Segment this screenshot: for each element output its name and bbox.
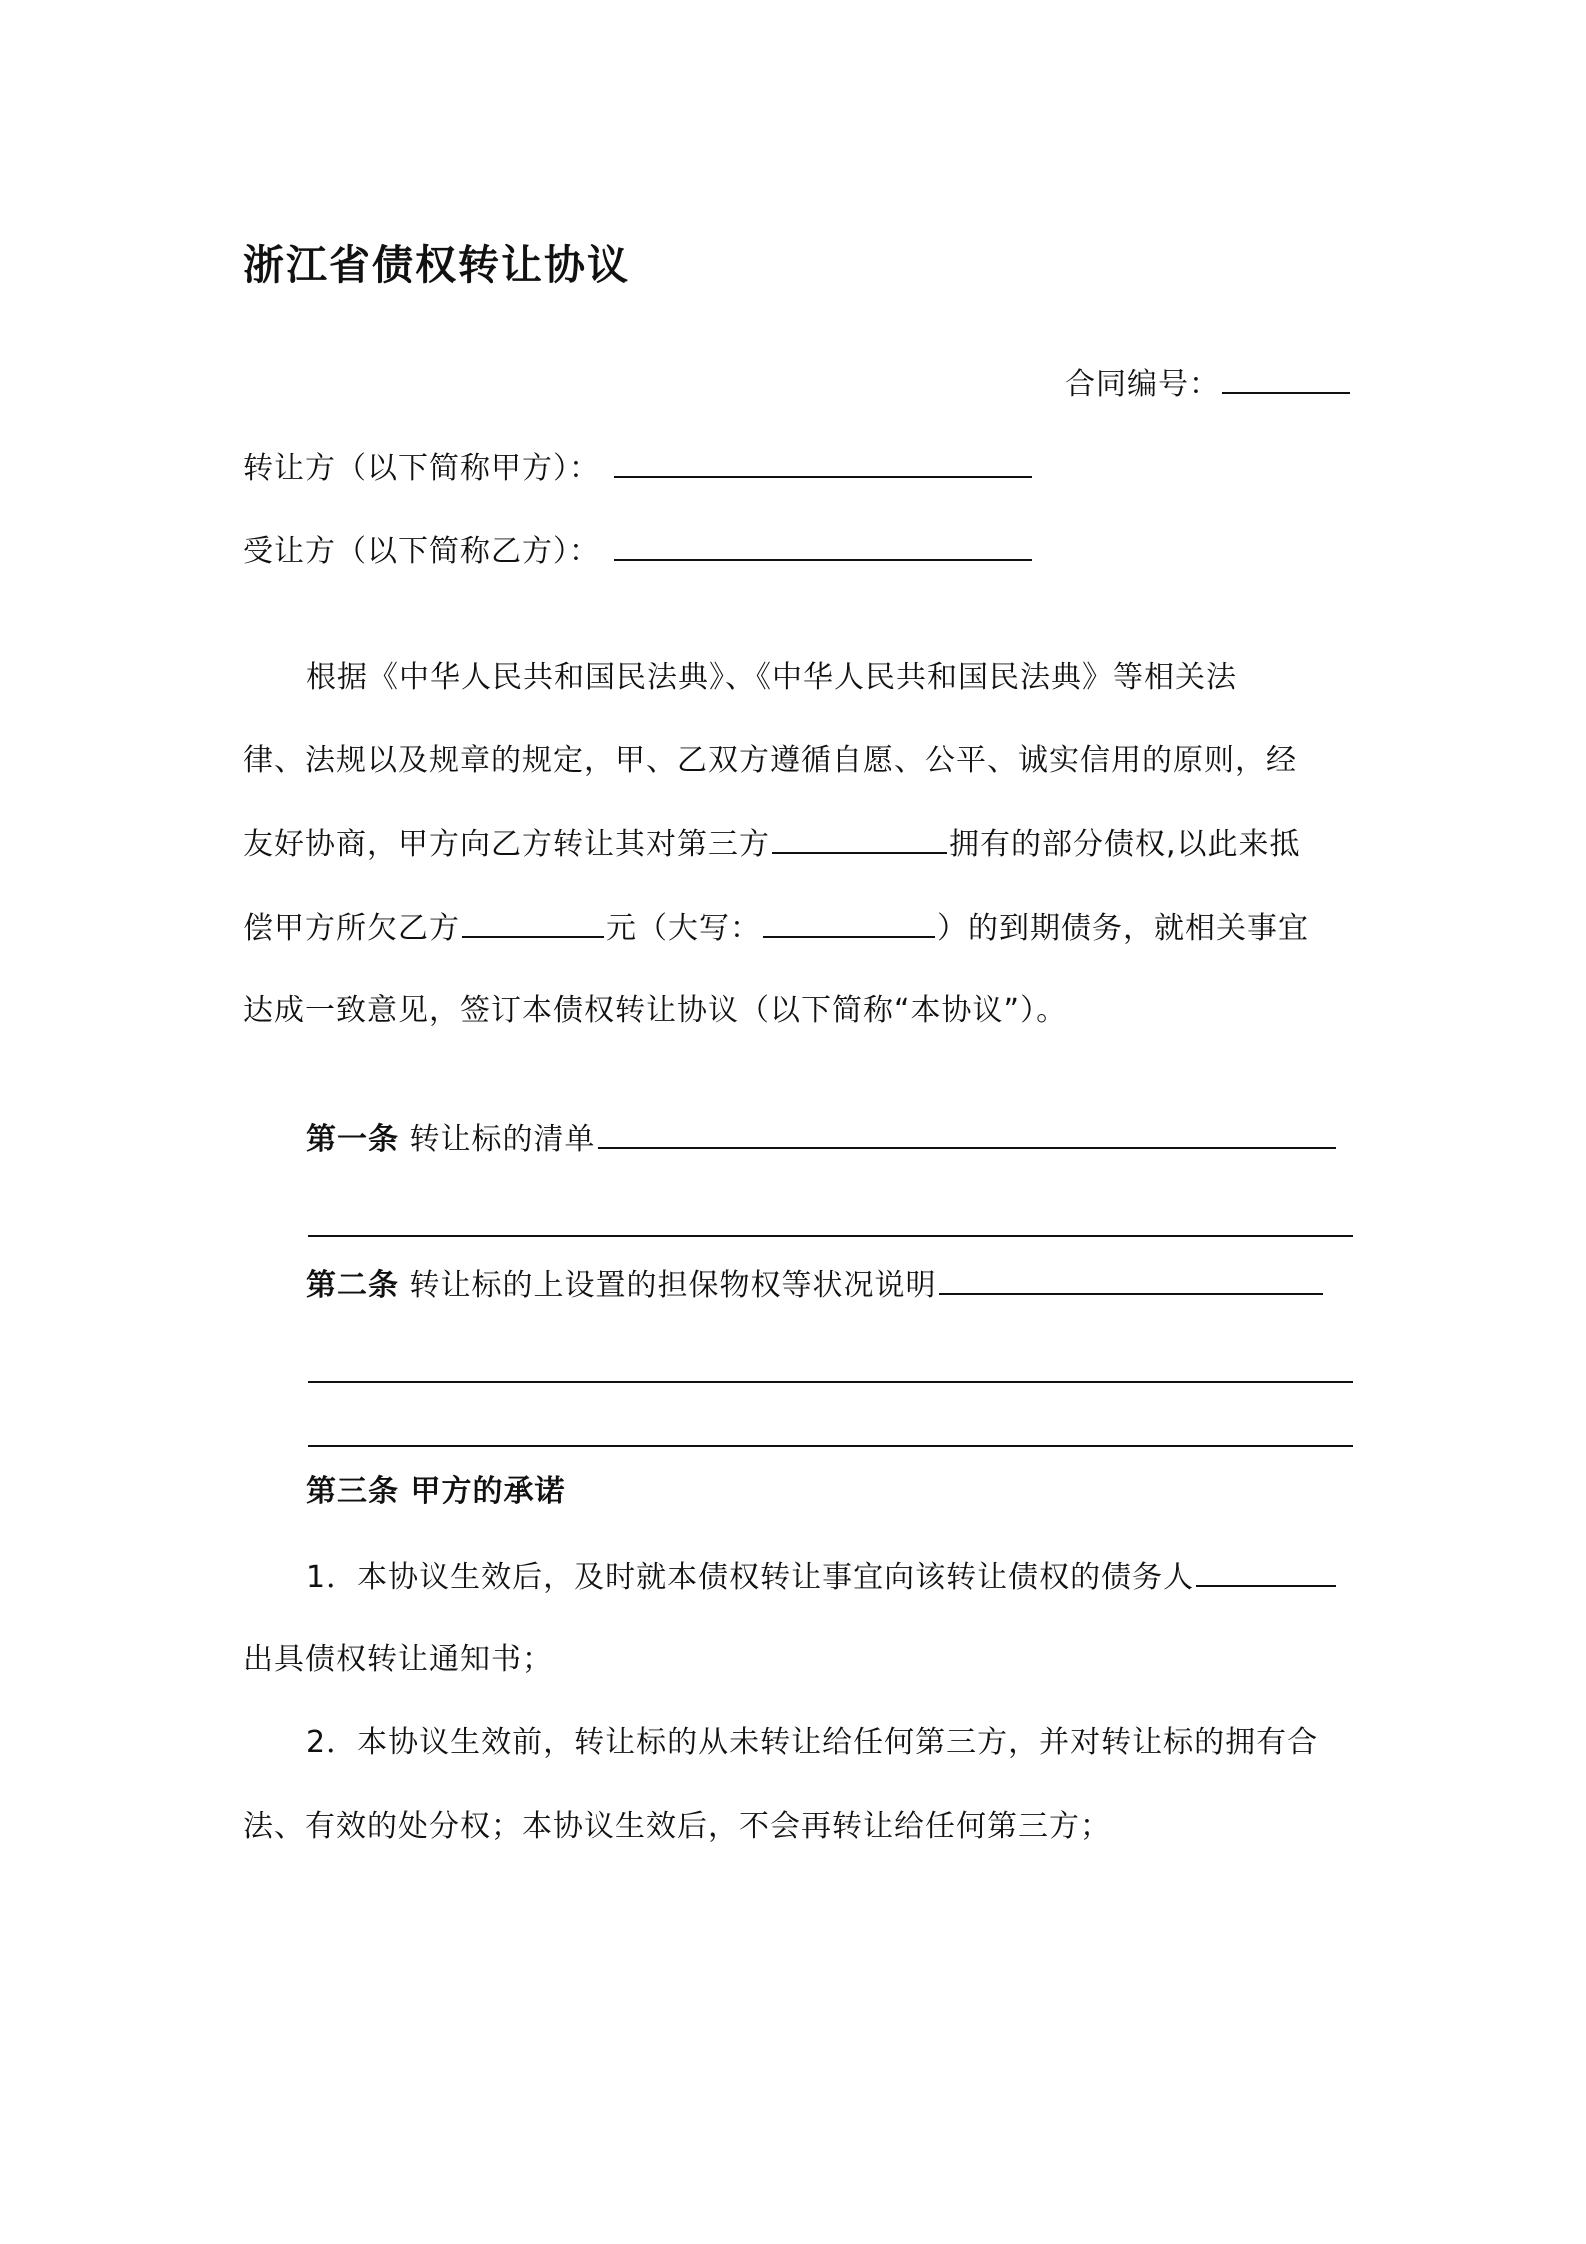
article-2-title: 转让标的上设置的担保物权等状况说明 bbox=[409, 1268, 937, 1303]
transferee-label: 受让方（以下简称乙方）： bbox=[243, 534, 600, 569]
article-3-heading: 第三条 甲方的承诺 bbox=[306, 1474, 566, 1509]
article-3-item-2b: 法、有效的处分权；本协议生效后，不会再转让给任何第三方； bbox=[243, 1809, 1111, 1844]
preamble-line-2: 律、法规以及规章的规定，甲、乙双方遵循自愿、公平、诚实信用的原则，经 bbox=[243, 743, 1297, 778]
article-2-number: 第二条 bbox=[306, 1268, 399, 1303]
amount-blank[interactable] bbox=[462, 906, 604, 938]
article-2-blank[interactable] bbox=[939, 1263, 1323, 1295]
article-3-item-1a: 1．本协议生效后，及时就本债权转让事宜向该转让债权的债务人 bbox=[306, 1560, 1195, 1595]
article-2-row bbox=[306, 1263, 1325, 1308]
article-1-blank[interactable] bbox=[598, 1117, 1336, 1149]
article-1-title: 转让标的清单 bbox=[409, 1122, 596, 1157]
article-1-row bbox=[306, 1117, 1338, 1162]
contract-number-blank[interactable] bbox=[1222, 362, 1350, 394]
preamble-line-4c: ）的到期债务，就相关事宜 bbox=[937, 911, 1309, 946]
transferor-blank[interactable] bbox=[614, 446, 1032, 478]
preamble-line-4a: 偿甲方所欠乙方 bbox=[243, 911, 460, 946]
article-2-extra-line-2[interactable] bbox=[308, 1445, 1353, 1447]
third-party-blank[interactable] bbox=[772, 822, 947, 854]
article-1-number: 第一条 bbox=[306, 1122, 399, 1157]
contract-number-row bbox=[1065, 362, 1352, 407]
debtor-blank[interactable] bbox=[1196, 1555, 1336, 1587]
amount-words-blank[interactable] bbox=[763, 906, 935, 938]
transferee-blank[interactable] bbox=[614, 529, 1032, 561]
document-title: 浙江省债权转让协议 bbox=[243, 241, 630, 289]
article-3-item-1b: 出具债权转让通知书； bbox=[243, 1642, 553, 1677]
transferor-label: 转让方（以下简称甲方）： bbox=[243, 451, 600, 486]
preamble-line-5: 达成一致意见，签订本债权转让协议（以下简称“本协议”）。 bbox=[243, 993, 1068, 1028]
article-2-extra-line-1[interactable] bbox=[308, 1381, 1353, 1383]
preamble-line-4 bbox=[243, 906, 1309, 951]
transferor-row bbox=[243, 446, 1034, 491]
article-1-extra-line[interactable] bbox=[308, 1235, 1353, 1237]
preamble-line-4b: 元（大写： bbox=[606, 911, 761, 946]
preamble-line-1: 根据《中华人民共和国民法典》、《中华人民共和国民法典》等相关法 bbox=[306, 660, 1237, 695]
contract-number-label: 合同编号： bbox=[1065, 367, 1220, 402]
preamble-line-3a: 友好协商，甲方向乙方转让其对第三方 bbox=[243, 827, 770, 862]
article-3-item-2a: 2．本协议生效前，转让标的从未转让给任何第三方，并对转让标的拥有合 bbox=[306, 1725, 1319, 1760]
article-3-item-1 bbox=[306, 1555, 1338, 1600]
preamble-line-3 bbox=[243, 822, 1301, 867]
preamble-line-3b: 拥有的部分债权,以此来抵 bbox=[949, 827, 1301, 862]
transferee-row bbox=[243, 529, 1034, 574]
